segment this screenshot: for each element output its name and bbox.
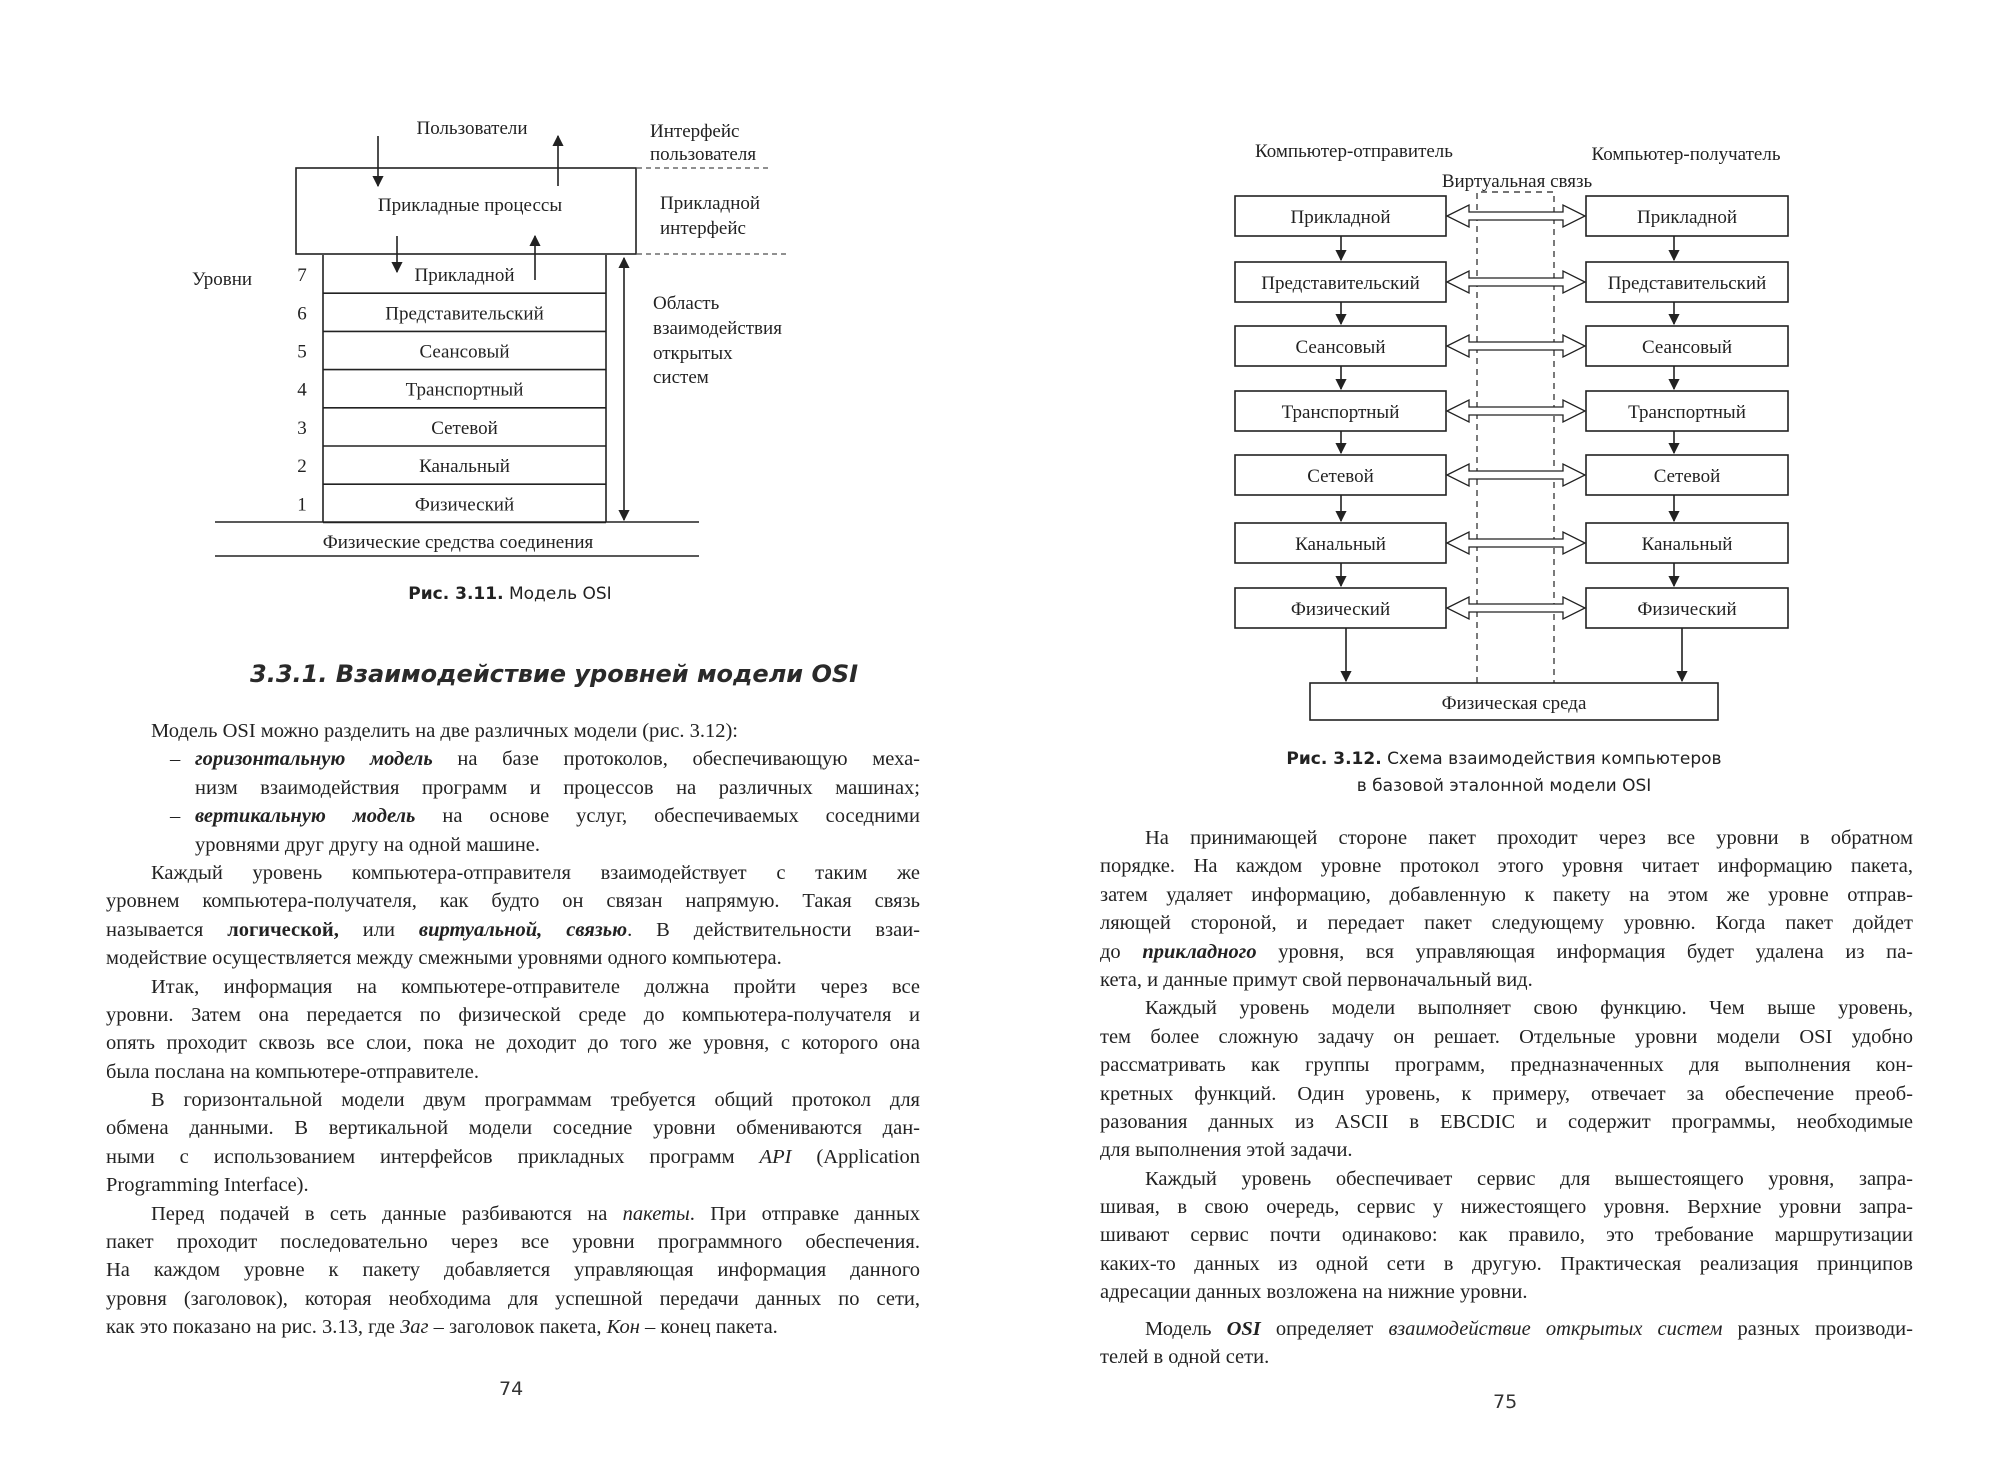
paragraph-line bbox=[1100, 1023, 1913, 1051]
paragraph-line bbox=[106, 1114, 920, 1142]
bullet-dash-icon: – bbox=[170, 805, 181, 828]
virtual-link-label: Виртуальная связь bbox=[1441, 171, 1593, 192]
paragraph-line bbox=[1100, 1136, 1913, 1164]
paragraph-line bbox=[106, 1086, 920, 1114]
paragraph-line bbox=[106, 1228, 920, 1256]
text-run: На принимающей стороне пакет проходит через все уровни в обратном bbox=[1145, 827, 1913, 849]
emphasized-text: API bbox=[759, 1145, 792, 1168]
caption-label: Рис. 3.11. bbox=[408, 584, 504, 604]
paragraph-line bbox=[106, 1313, 920, 1341]
paragraph-gap bbox=[1100, 1307, 1913, 1315]
receiver-layer-label: Сетевой bbox=[1653, 466, 1721, 487]
paragraph-line bbox=[106, 859, 920, 887]
layer-number: 6 bbox=[297, 303, 307, 325]
user-interface-label: пользователя bbox=[650, 144, 757, 165]
layer-name: Прикладной bbox=[414, 265, 515, 287]
text-run: тем более сложную задачу он решает. Отдельные уровни модели OSI удобно bbox=[1100, 1025, 1913, 1048]
list-item-line bbox=[106, 774, 920, 802]
app-interface-label: Прикладной bbox=[660, 193, 761, 214]
emphasized-text: горизонтальную модель bbox=[195, 748, 433, 771]
text-run: шивают сервис почти одинаково: как правило, это требование маршрутизации bbox=[1100, 1224, 1913, 1247]
paragraph-line bbox=[1100, 994, 1913, 1022]
paragraph-line bbox=[1100, 1165, 1913, 1193]
hollow-double-arrow-icon bbox=[1447, 400, 1585, 422]
text-run: Programming Interface). bbox=[106, 1174, 309, 1197]
text-run: для выполнения этой задачи. bbox=[1100, 1139, 1353, 1162]
layer-number: 1 bbox=[297, 494, 307, 516]
emphasized-text: Кон bbox=[606, 1316, 640, 1339]
layer-stack bbox=[297, 255, 606, 522]
text-run: уровня, вся управляющая информация будет удалена из па- bbox=[1256, 940, 1913, 963]
receiver-layer-label: Транспортный bbox=[1628, 402, 1746, 423]
paragraph-line bbox=[106, 1143, 920, 1171]
hollow-double-arrow-icon bbox=[1447, 271, 1585, 293]
osi-area-label: Область bbox=[653, 293, 720, 314]
caption-label: Рис. 3.12. bbox=[1286, 749, 1382, 769]
text-run: порядке. На каждом уровне протокол этого уровня читает информацию пакета, bbox=[1100, 855, 1913, 878]
paragraph-line bbox=[106, 973, 920, 1001]
text-run: Перед подачей в сеть данные разбиваются на bbox=[151, 1202, 623, 1225]
paragraph-line bbox=[1100, 1221, 1913, 1249]
text-run: уровня (заголовок), которая необходима для успешной передачи данных по сети, bbox=[106, 1287, 920, 1310]
paragraph-line bbox=[1100, 966, 1913, 994]
text-run: телей в одной сети. bbox=[1100, 1346, 1270, 1369]
text-run: уровнями друг другу на одной машине. bbox=[195, 833, 541, 856]
layer-number: 5 bbox=[297, 341, 307, 363]
figure-osi-model bbox=[192, 118, 787, 556]
sender-layer-label: Прикладной bbox=[1290, 207, 1391, 228]
receiver-layer-label: Представительский bbox=[1607, 273, 1767, 294]
text-run: . При отправке данных bbox=[689, 1202, 920, 1225]
text-run: ляющей стороной, и передает пакет следующему уровню. Когда пакет дойдет bbox=[1100, 912, 1913, 935]
layer-name: Сетевой bbox=[431, 417, 498, 439]
paragraph-line bbox=[1100, 1193, 1913, 1221]
text-run: до bbox=[1100, 940, 1143, 963]
physical-means-label: Физические средства соединения bbox=[322, 532, 594, 553]
page-number-right: 75 bbox=[1493, 1391, 1518, 1413]
text-run: опять проходит сквозь все слои, пока не доходит до того же уровня, с которого она bbox=[106, 1032, 920, 1055]
text-run: кета, и данные примут свой первоначальный вид. bbox=[1100, 968, 1533, 991]
paragraph-line bbox=[106, 1029, 920, 1057]
emphasized-text: вертикальную модель bbox=[195, 805, 416, 828]
text-run: Каждый уровень компьютера-отправителя взаимодействует с таким же bbox=[151, 861, 920, 884]
text-run: низм взаимодействия программ и процессов на различных машинах; bbox=[195, 776, 920, 799]
layer-name: Транспортный bbox=[405, 379, 524, 401]
hollow-double-arrow-icon bbox=[1447, 335, 1585, 357]
paragraph-line bbox=[106, 916, 920, 944]
paragraph-line bbox=[1100, 1315, 1913, 1343]
figure-caption-3-11 bbox=[360, 584, 660, 604]
text-run: обмена данными. В вертикальной модели соседние уровни обмениваются дан- bbox=[106, 1117, 920, 1140]
sender-layer-label: Физический bbox=[1290, 599, 1391, 620]
layer-name: Физический bbox=[414, 494, 515, 516]
layer-rows bbox=[1235, 196, 1788, 628]
text-run: Итак, информация на компьютере-отправителе должна пройти через все bbox=[151, 975, 920, 998]
layer-number: 3 bbox=[297, 417, 307, 439]
text-run: была послана на компьютере-отправителе. bbox=[106, 1060, 479, 1083]
user-interface-label: Интерфейс bbox=[650, 121, 740, 142]
sender-layer-label: Транспортный bbox=[1281, 402, 1400, 423]
text-run: Модель bbox=[1145, 1317, 1227, 1340]
text-run: каких-то данных из одной сети в другую. Практическая реализация принципов bbox=[1100, 1252, 1913, 1275]
figure-interaction-scheme bbox=[1235, 141, 1788, 720]
emphasized-text: пакеты bbox=[622, 1202, 690, 1225]
text-run: модействие осуществляется между смежными уровнями одного компьютера. bbox=[106, 947, 782, 970]
paragraph-line bbox=[1100, 1051, 1913, 1079]
paragraph-line bbox=[1100, 852, 1913, 880]
text-run: шивая, в свою очередь, сервис у нижестоящего уровня. Верхние уровни запра- bbox=[1100, 1196, 1913, 1219]
osi-area-label: открытых bbox=[653, 343, 733, 364]
paragraph-line bbox=[1100, 909, 1913, 937]
caption-text: Модель OSI bbox=[508, 584, 612, 604]
text-run: . В действительности взаи- bbox=[627, 918, 921, 941]
list-item-line bbox=[106, 831, 920, 859]
text-run: адресации данных возложена на нижние уровни. bbox=[1100, 1281, 1528, 1304]
hollow-double-arrow-icon bbox=[1447, 597, 1585, 619]
paragraph-line bbox=[1100, 1080, 1913, 1108]
text-run: разных производи- bbox=[1722, 1317, 1913, 1340]
sender-layer-label: Канальный bbox=[1295, 534, 1386, 555]
paragraph-line bbox=[1100, 1108, 1913, 1136]
sender-label: Компьютер-отправитель bbox=[1255, 141, 1453, 162]
emphasized-text: OSI bbox=[1226, 1317, 1261, 1340]
emphasized-text: виртуальной, связью bbox=[418, 918, 628, 941]
layer-number: 2 bbox=[297, 456, 307, 478]
paragraph-line bbox=[106, 1285, 920, 1313]
text-run: на базе протоколов, обеспечивающую меха- bbox=[432, 748, 920, 771]
text-run: определяет bbox=[1260, 1317, 1389, 1340]
text-run: Каждый уровень обеспечивает сервис для вышестоящего уровня, запра- bbox=[1145, 1167, 1913, 1190]
levels-label: Уровни bbox=[192, 269, 253, 290]
text-run: как это показано на рис. 3.13, где bbox=[106, 1316, 401, 1339]
paragraph-line bbox=[106, 1200, 920, 1228]
layer-name: Канальный bbox=[419, 456, 510, 478]
emphasized-text: прикладного bbox=[1142, 940, 1257, 963]
text-run: – конец пакета. bbox=[639, 1316, 778, 1339]
text-run: уровни. Затем она передается по физической среде до компьютера-получателя и bbox=[106, 1003, 920, 1026]
receiver-label: Компьютер-получатель bbox=[1591, 144, 1781, 165]
text-run: или bbox=[338, 918, 419, 941]
users-label: Пользователи bbox=[416, 118, 528, 139]
paragraph-line bbox=[1100, 1278, 1913, 1306]
sender-layer-label: Сеансовый bbox=[1295, 337, 1386, 358]
receiver-layer-label: Прикладной bbox=[1636, 207, 1738, 228]
layer-name: Сеансовый bbox=[419, 341, 510, 363]
receiver-layer-label: Канальный bbox=[1641, 534, 1733, 555]
text-run: уровнем компьютера-получателя, как будто он связан напрямую. Такая связь bbox=[106, 890, 920, 913]
text-run: рассматривать как группы программ, предназначенных для выполнения кон- bbox=[1100, 1054, 1913, 1077]
paragraph-line bbox=[1100, 824, 1913, 852]
left-page-body bbox=[106, 717, 920, 1342]
app-interface-label: интерфейс bbox=[660, 218, 746, 239]
text-run: ными с использованием интерфейсов прикладных программ bbox=[106, 1145, 760, 1168]
text-run: (Application bbox=[791, 1145, 920, 1168]
caption-text: Схема взаимодействия компьютеров bbox=[1387, 749, 1722, 769]
layer-name: Представительский bbox=[385, 303, 544, 325]
hollow-double-arrow-icon bbox=[1447, 532, 1585, 554]
section-heading: 3.3.1. Взаимодействие уровней модели OSI bbox=[250, 660, 859, 688]
paragraph-line bbox=[1100, 1343, 1913, 1371]
receiver-layer-label: Сеансовый bbox=[1641, 337, 1733, 358]
paragraph-line bbox=[106, 1001, 920, 1029]
text-run: В горизонтальной модели двум программам требуется общий протокол для bbox=[151, 1089, 920, 1112]
text-run: Каждый уровень модели выполняет свою функцию. Чем выше уровень, bbox=[1145, 997, 1913, 1020]
caption-text-line2: в базовой эталонной модели OSI bbox=[1356, 776, 1652, 796]
sender-layer-label: Представительский bbox=[1261, 273, 1420, 294]
text-run: Модель OSI можно разделить на две различных модели (рис. 3.12): bbox=[151, 720, 738, 742]
figure-caption-3-12 bbox=[1254, 746, 1754, 800]
emphasized-text: Заг bbox=[400, 1316, 429, 1339]
hollow-double-arrow-icon bbox=[1447, 464, 1585, 486]
text-run: пакет проходит последовательно через все уровни программного обеспечения. bbox=[106, 1231, 920, 1254]
list-item-line bbox=[106, 745, 920, 773]
emphasized-text: взаимодействие открытых систем bbox=[1388, 1317, 1723, 1340]
text-run: на основе услуг, обеспечиваемых соседними bbox=[415, 805, 920, 828]
page-number-left: 74 bbox=[499, 1378, 524, 1400]
layer-number: 7 bbox=[297, 265, 307, 287]
text-run: разования данных из ASCII в EBCDIC и содержит программы, необходимые bbox=[1100, 1110, 1913, 1133]
app-processes-label: Прикладные процессы bbox=[377, 195, 563, 216]
text-run: кретных функций. Один уровень, к примеру, отвечает за обеспечение преоб- bbox=[1100, 1082, 1913, 1105]
osi-area-label: взаимодействия bbox=[653, 318, 782, 339]
osi-area-label: систем bbox=[653, 367, 709, 388]
paragraph-line bbox=[106, 1256, 920, 1284]
physical-medium-label: Физическая среда bbox=[1441, 693, 1587, 714]
sender-layer-label: Сетевой bbox=[1307, 466, 1374, 487]
paragraph-line bbox=[106, 887, 920, 915]
emphasized-text: логической, bbox=[227, 918, 339, 941]
paragraph-line bbox=[1100, 881, 1913, 909]
text-run: На каждом уровне к пакету добавляется управляющая информация данного bbox=[106, 1259, 920, 1282]
text-run: затем удаляет информацию, добавленную к пакету на этом же уровне отправ- bbox=[1100, 883, 1913, 906]
paragraph-line bbox=[106, 1058, 920, 1086]
paragraph-line bbox=[1100, 938, 1913, 966]
text-run: называется bbox=[106, 918, 228, 941]
paragraph-line bbox=[106, 944, 920, 972]
list-item-line bbox=[106, 802, 920, 830]
layer-number: 4 bbox=[297, 379, 307, 401]
text-run: – заголовок пакета, bbox=[428, 1316, 607, 1339]
receiver-layer-label: Физический bbox=[1637, 599, 1737, 620]
paragraph-line bbox=[106, 1171, 920, 1199]
right-page-body bbox=[1100, 824, 1913, 1371]
bullet-dash-icon: – bbox=[170, 748, 181, 771]
paragraph-line bbox=[1100, 1250, 1913, 1278]
hollow-double-arrow-icon bbox=[1447, 205, 1585, 227]
paragraph-line bbox=[106, 717, 920, 745]
